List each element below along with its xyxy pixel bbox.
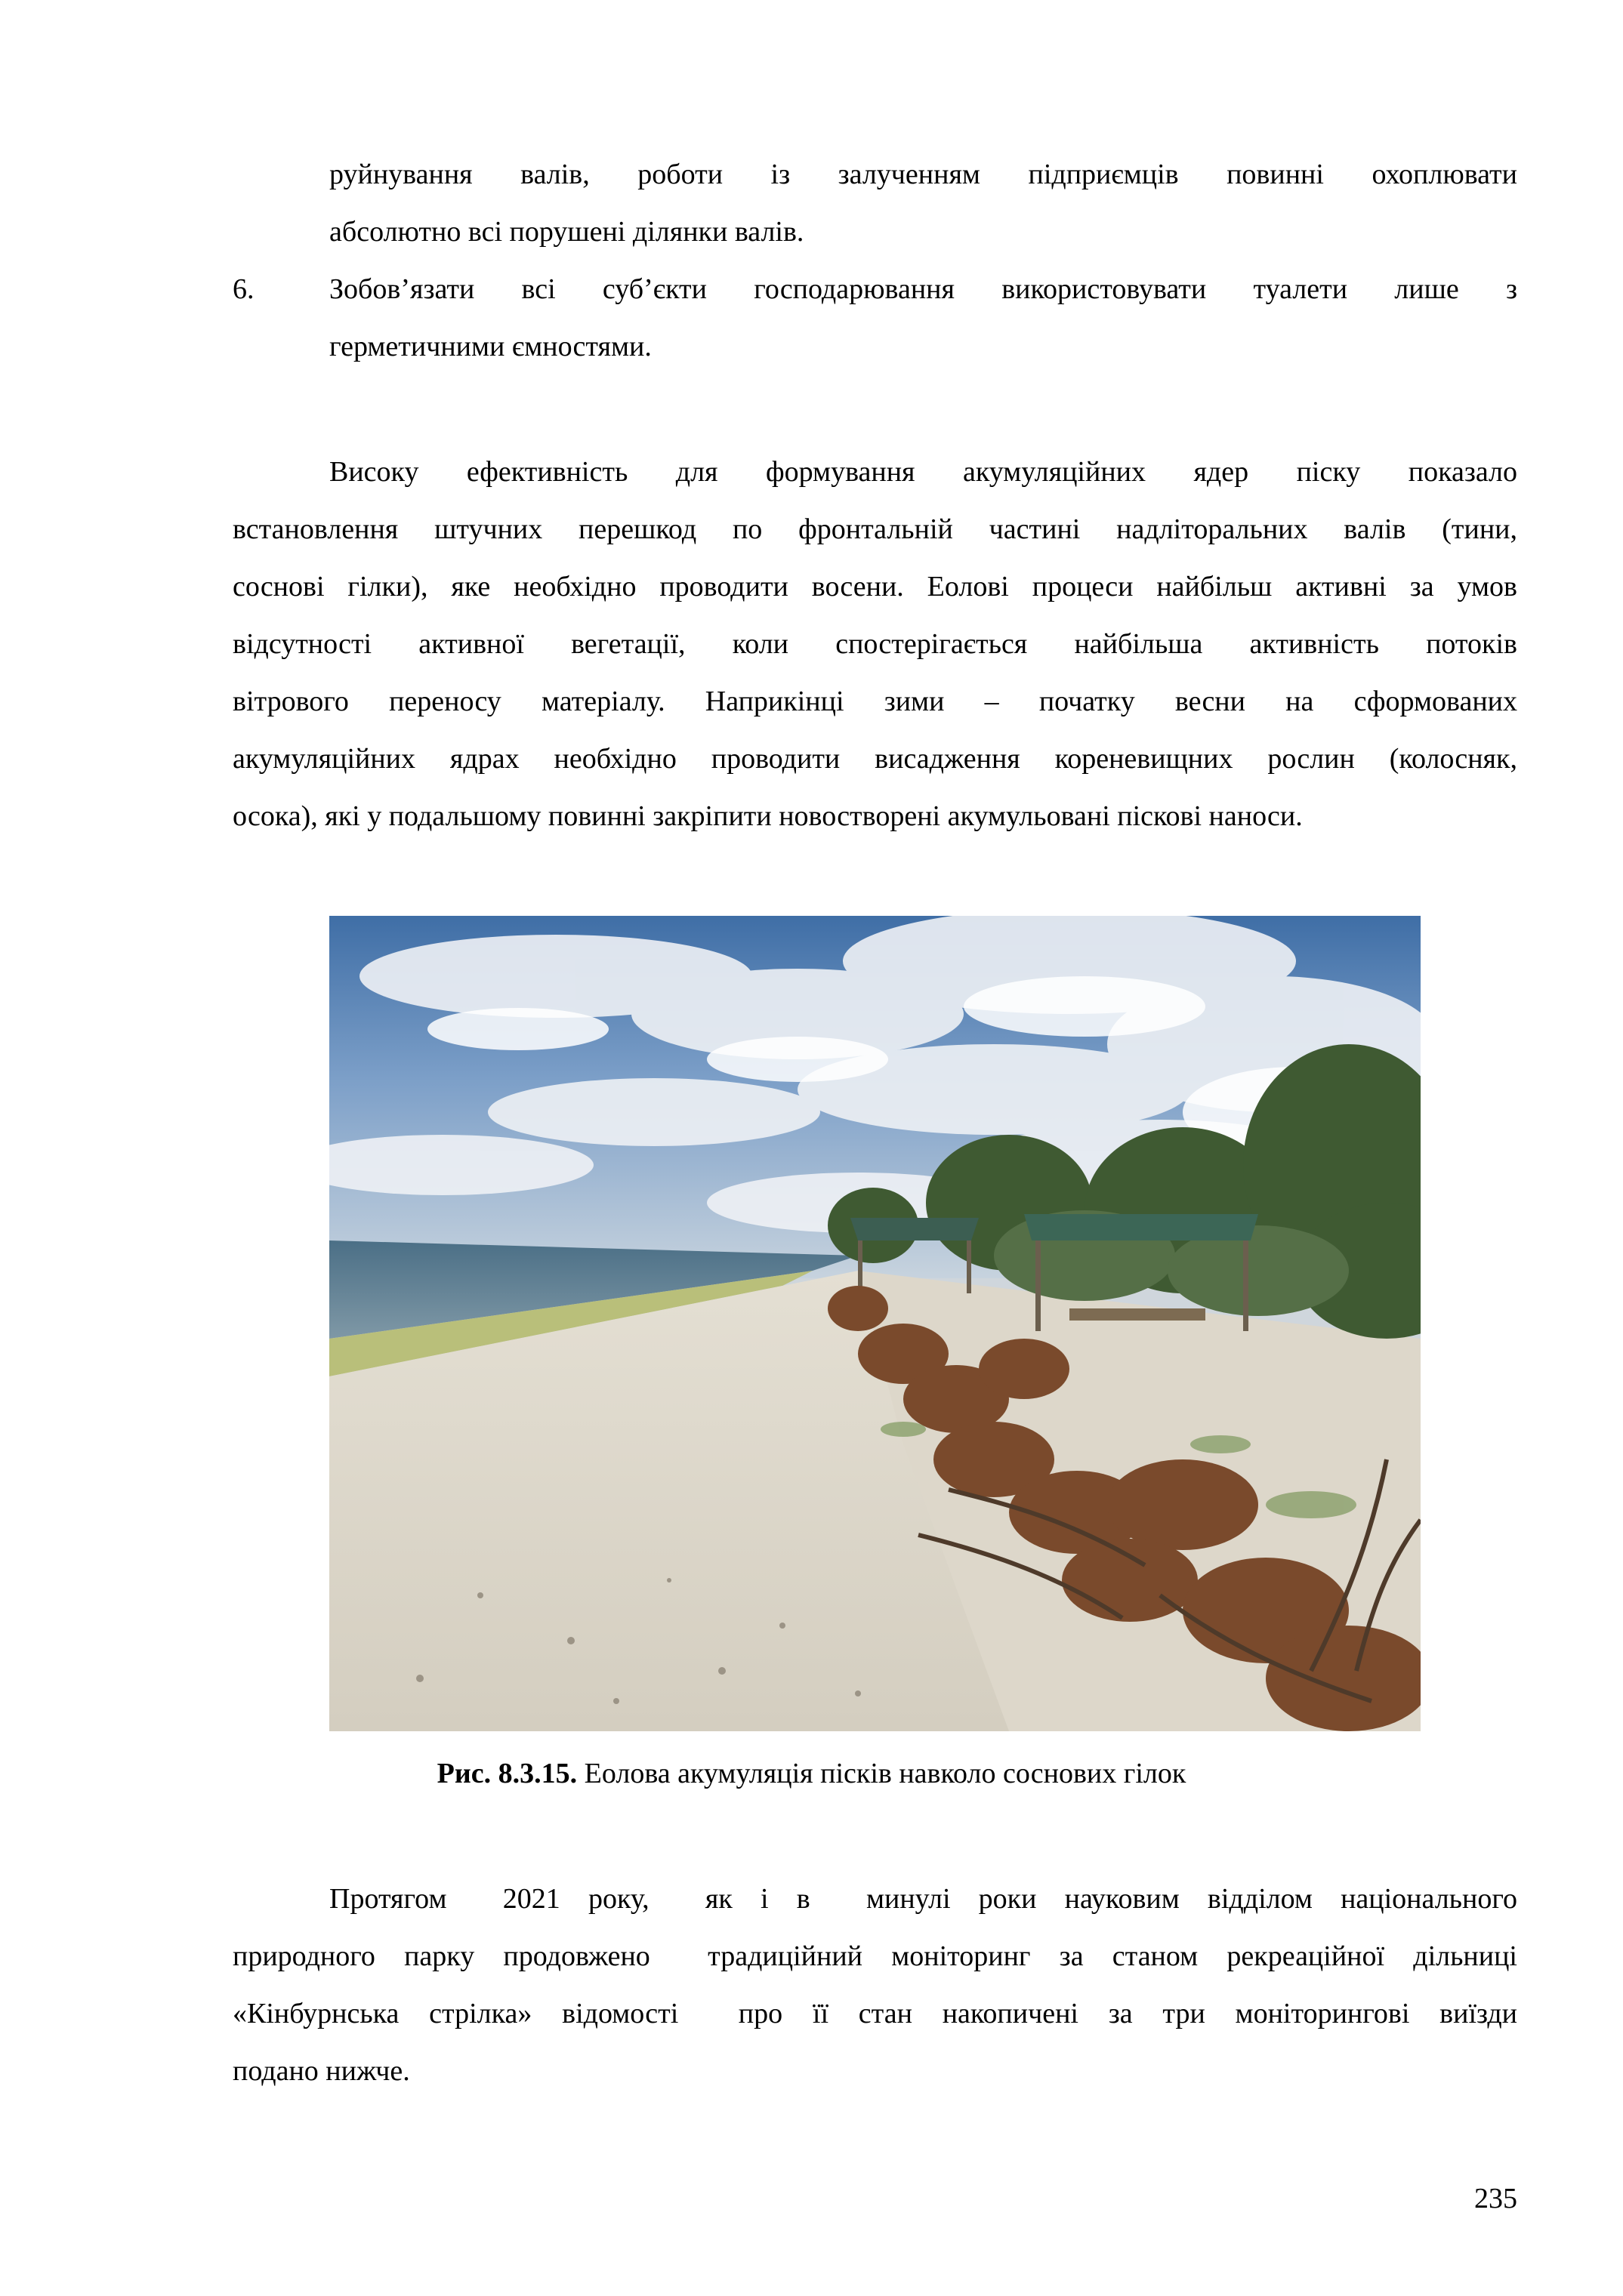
paragraph-line: осока), які у подальшому повинні закріпити новостворені акумульовані піскові наноси. [233, 800, 1303, 832]
figure-caption-label: Рис. 8.3.15. [437, 1758, 578, 1789]
paragraph-line: природного парку продовжено традиційний моніторинг за станом рекреаційної дільниці [233, 1940, 1517, 1972]
paragraph-line: акумуляційних ядрах необхідно проводити висадження кореневищних рослин (колосняк, [233, 743, 1517, 775]
paragraph-line: вітрового переносу матеріалу. Наприкінці зими – початку весни на сформованих [233, 686, 1517, 717]
paragraph-line: відсутності активної вегетації, коли спостерігається найбільша активність потоків [233, 628, 1517, 660]
figure-caption [0, 1759, 1623, 1788]
paragraph-line: встановлення штучних перешкод по фронтальній частині надліторальних валів (тини, [233, 513, 1517, 545]
paragraph-line: Високу ефективність для формування акумуляційних ядер піску показало [329, 456, 1517, 488]
figure-caption-text: Еолова акумуляція пісків навколо соснових гілок [577, 1758, 1186, 1789]
list-item-6-line-2: герметичними ємностями. [329, 331, 652, 362]
paragraph-line: «Кінбурнська стрілка» відомості про її стан накопичені за три моніторингові виїзди [233, 1998, 1517, 2029]
paragraph-line: подано нижче. [233, 2055, 410, 2087]
list-item-number: 6. [233, 273, 255, 305]
list-continuation-line-2: абсолютно всі порушені ділянки валів. [329, 216, 804, 248]
beach-photo-illustration [329, 916, 1421, 1731]
page-number: 235 [1474, 2183, 1517, 2214]
beach-photo [329, 916, 1421, 1731]
paragraph-line: Протягом 2021 року, як і в минулі роки науковим відділом національного [329, 1883, 1517, 1915]
list-continuation-line-1: руйнування валів, роботи із залученням підприємців повинні охоплювати [329, 159, 1517, 190]
paragraph-line: соснові гілки), яке необхідно проводити восени. Еолові процеси найбільш активні за умов [233, 571, 1517, 603]
list-item-6-line-1: Зобов’язати всі суб’єкти господарювання використовувати туалети лише з [329, 273, 1517, 305]
